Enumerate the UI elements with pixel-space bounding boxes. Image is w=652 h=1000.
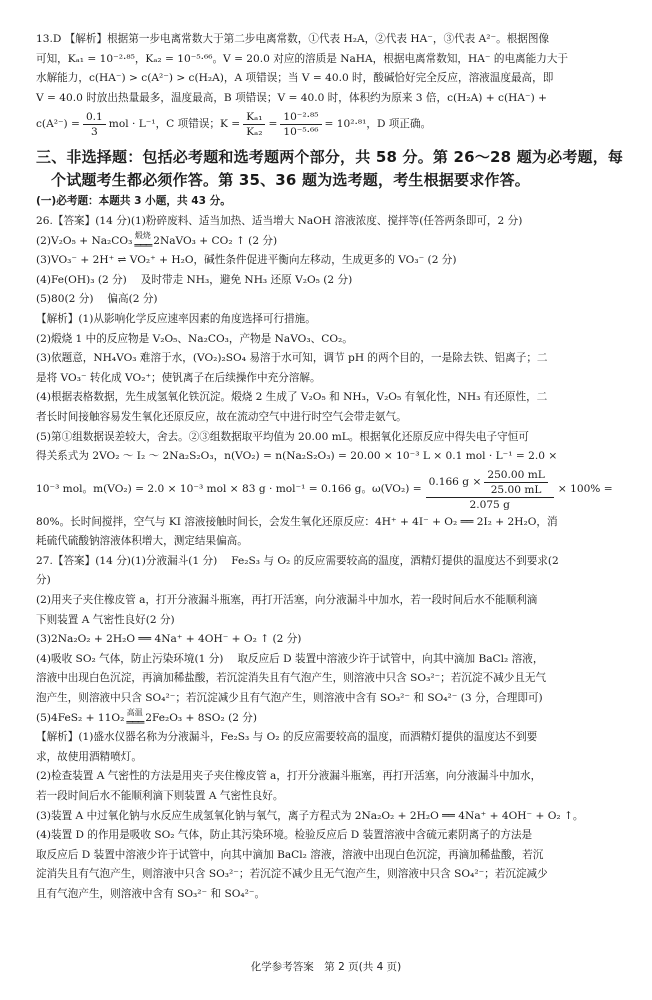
fraction-denominator: 2.075 g [469,498,510,511]
q27-analysis-line: 淀消失且有气泡产生，则溶液中只含 SO₃²⁻；若沉淀不减少且无气泡产生，则溶液中只含 SO₄²⁻；若沉淀减少 [36,868,548,881]
reaction-condition [126,708,143,728]
reaction-condition [134,231,151,251]
q27-answer-line [36,709,638,729]
q27-analysis-line: (3)装置 A 中过氧化钠与水反应生成氢氧化钠与氧气，离子方程式为 2Na₂O₂ + 2H₂O ══ 4Na⁺ + 4OH⁻ + O₂ ↑。 [36,809,584,822]
section-title: 三、非选择题：包括必考题和选考题两个部分，共 58 分。第 26～28 题为必考题，每 [36,148,624,167]
q26-analysis-line: (4)根据表格数据，先生成氢氧化铁沉淀。煅烧 2 生成了 V₂O₅ 和 NH₃，V₂O₅ 有氧化性，NH₃ 有还原性，二 [36,391,548,404]
formula-text: 10⁻³ mol。m(VO₂) = 2.0 × 10⁻³ mol × 83 g · mol⁻¹ = 0.166 g。ω(VO₂) = [36,482,422,495]
q26-block [36,212,638,552]
q13-formula-text: c(A²⁻) = [36,117,80,130]
fraction-denominator: 25.00 mL [490,483,542,496]
q27-answer-line: 下则装置 A 气密性良好(2 分) [36,613,175,626]
fraction [243,110,265,139]
fraction-numerator: Kₐ₁ [243,110,265,125]
q13-formula-line [36,108,638,140]
q13-formula-text: = [268,117,278,130]
q26-analysis-line: 是将 VO₃⁻ 转化成 VO₂⁺；使钒离子在后续操作中充分溶解。 [36,371,321,384]
q26-answer-line [36,232,638,252]
q26-analysis-line: 得关系式为 2VO₂ ～ I₂ ～ 2Na₂S₂O₃，n(VO₂) = n(Na₂S₂O₃) = 20.00 × 10⁻³ L × 0.1 mol · L⁻¹ = 2.0 × [36,450,558,463]
q13-formula-text: mol · L⁻¹，C 项错误；K = [108,117,241,130]
fraction [426,468,554,512]
numerator-text: 0.166 g × [428,476,482,489]
q13-line: V = 40.0 时放出热量最多，温度最高，B 项错误；V = 40.0 时，体积约为原来 3 倍，c(H₂A) + c(HA⁻) + [36,91,547,104]
q27-analysis-line: (4)装置 D 的作用是吸收 SO₂ 气体，防止其污染环境。检验反应后 D 装置溶液中含硫元素阴离子的方法是 [36,829,533,842]
equation-text: 2Fe₂O₃ + 8SO₂ (2 分) [145,711,258,724]
q26-analysis-line: (2)煅烧 1 中的反应物是 V₂O₅、Na₂CO₃，产物是 NaVO₃、CO₂。 [36,332,353,345]
equals-arrow-icon: ═══ [126,716,144,730]
fraction-numerator: 0.1 [83,110,106,125]
equals-arrow-icon: ═══ [134,239,152,253]
condition-label: 高温 [126,708,143,718]
q27-answer-line: (4)吸收 SO₂ 气体，防止污染环境(1 分) 取反应后 D 装置中溶液少许于试管中，向其中滴加 BaCl₂ 溶液， [36,652,544,665]
fraction-numerator: 10⁻²·⁸⁵ [280,110,321,125]
equation-text: 2NaVO₃ + CO₂ ↑ (2 分) [153,234,278,247]
q27-answer-line: 27.【答案】(14 分)(1)分液漏斗(1 分) Fe₂S₃ 与 O₂ 的反应需要较高的温度，酒精灯提供的温度达不到要求(2 [36,554,559,567]
q13-line: 可知，Kₐ₁ = 10⁻²·⁸⁵，Kₐ₂ = 10⁻⁵·⁶⁶。V = 20.0 对应的溶质是 NaHA，根据电离常数知，HA⁻ 的电离能力大于 [36,52,569,65]
q27-analysis-line: 且有气泡产生，则溶液中含有 SO₃²⁻ 和 SO₄²⁻。 [36,887,266,900]
page-footer: 化学参考答案 第 2 页(共 4 页) [250,961,402,973]
q27-analysis-line: (2)检查装置 A 气密性的方法是用夹子夹住橡皮管 a，打开分液漏斗瓶塞，再打开活塞，向分液漏斗中加水， [36,770,542,783]
condition-label: 煅烧 [134,231,151,241]
q27-analysis-line: 若一段时间后水不能顺利滴下则装置 A 气密性良好。 [36,790,284,802]
q13-formula-text: = 10²·⁸¹，D 项正确。 [324,117,432,130]
formula-text: × 100% = [557,482,613,495]
fraction-numerator: 250.00 mL [484,468,548,483]
q26-answer-line: (5)80(2 分) 偏高(2 分) [36,293,158,306]
q26-analysis-line: 80%。长时间搅拌，空气与 KI 溶液接触时间长，会发生氧化还原反应：4H⁺ + 4I⁻ + O₂ ══ 2I₂ + 2H₂O，消 [36,515,558,528]
fraction-denominator: 10⁻⁵·⁶⁶ [283,125,319,138]
fraction [83,110,106,139]
q26-analysis-line: (3)依题意，NH₄VO₃ 难溶于水，(VO₂)₂SO₄ 易溶于水可知，调节 pH 的两个目的，一是除去铁、铝离子；二 [36,352,548,365]
q26-answer-line: (3)VO₃⁻ + 2H⁺ ⇌ VO₂⁺ + H₂O，碱性条件促进平衡向左移动，生成更多的 VO₃⁻ (2 分) [36,254,457,267]
equation-text: (5)4FeS₂ + 11O₂ [36,711,125,724]
q26-analysis-line: 者长时间接触容易发生氧化还原反应，故在流动空气中进行时空气会带走氨气。 [36,410,407,423]
q13-line: 13.D 【解析】根据第一步电离常数大于第二步电离常数，①代表 H₂A，②代表 HA⁻，③代表 A²⁻。根据图像 [36,33,550,45]
q26-answer-line: 26.【答案】(14 分)(1)粉碎废料、适当加热、适当增大 NaOH 溶液浓度、搅拌等(任答两条即可，2 分) [36,214,523,227]
section-heading [36,146,638,212]
q27-block [36,552,638,905]
q13-line: 水解能力，c(HA⁻) > c(A²⁻) > c(H₂A)，A 项错误；当 V = 40.0 时，酸碱恰好完全反应，溶液温度最高，即 [36,72,554,85]
q13-block [36,30,638,140]
q27-answer-line: 泡产生，则溶液中只含 SO₄²⁻；若沉淀减少且有气泡产生，则溶液中含有 SO₃²⁻ 和 SO₄²⁻ (3 分，合理即可) [36,692,543,705]
q26-analysis-line: 【解析】(1)从影响化学反应速率因素的角度选择可行措施。 [36,312,316,325]
q26-mass-fraction-formula [36,467,638,513]
fraction [280,110,321,139]
fraction-denominator: Kₐ₂ [246,125,263,138]
fraction-numerator [426,468,554,498]
q27-analysis-line: 取反应后 D 装置中溶液少许于试管中，向其中滴加 BaCl₂ 溶液，溶液中出现白色沉淀，再滴加稀盐酸，若沉 [36,848,544,861]
q26-analysis-line: (5)第①组数据误差较大，舍去。②③组数据取平均值为 20.00 mL。根据氧化还原反应中得失电子守恒可 [36,430,529,443]
equation-text: (2)V₂O₅ + Na₂CO₃ [36,234,133,247]
q26-answer-line: (4)Fe(OH)₃ (2 分) 及时带走 NH₃，避免 NH₃ 还原 V₂O₅ (2 分) [36,273,353,286]
fraction-denominator: 3 [90,125,98,138]
section-title: 个试题考生都必须作答。第 35、36 题为选考题，考生根据要求作答。 [51,171,530,190]
q27-analysis-line: 【解析】(1)盛水仪器名称为分液漏斗，Fe₂S₃ 与 O₂ 的反应需要较高的温度，而酒精灯提供的温度达不到要 [36,731,538,744]
q27-answer-line: 溶液中出现白色沉淀，再滴加稀盐酸，若沉淀消失且有气泡产生，则溶液中只含 SO₃²⁻；若沉淀不减少且无气 [36,672,547,685]
q27-answer-line: 分) [36,574,51,587]
section-subtitle: (一)必考题：本题共 3 小题，共 43 分。 [36,195,231,208]
q27-analysis-line: 求，故使用酒精喷灯。 [36,750,142,763]
fraction [484,468,548,497]
q27-answer-line: (2)用夹子夹住橡皮管 a，打开分液漏斗瓶塞，再打开活塞，向分液漏斗中加水，若一段时间后水不能顺利滴 [36,594,538,607]
q27-answer-line: (3)2Na₂O₂ + 2H₂O ══ 4Na⁺ + 4OH⁻ + O₂ ↑ (2 分) [36,633,302,646]
q26-analysis-line: 耗硫代硫酸钠溶液体积增大，测定结果偏高。 [36,535,248,548]
